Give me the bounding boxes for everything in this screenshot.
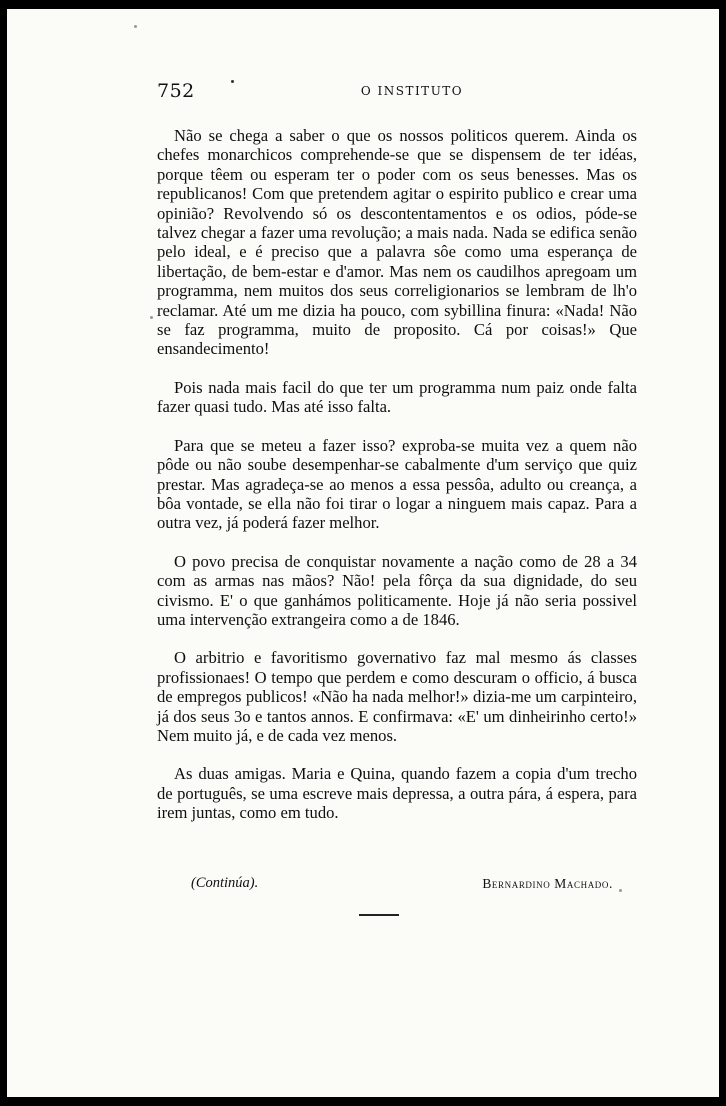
continua-note: (Continúa). xyxy=(191,875,259,891)
ink-dot xyxy=(231,80,234,83)
paragraph: Não se chega a saber o que os nossos politicos querem. Ainda os chefes monarchicos comprehende-se que se dispensem de ter idéas, porque têem ou esperam ter o poder com os seus benesses. Mas os republicanos! Com que pretendem agitar o espirito publico e crear uma opinião? Revolvendo só os descontentamentos e os odios, póde-se talvez chegar a fazer uma revolução; a mais nada. Nada se edifica senão pelo ideal, e é preciso que a palavra sôe como uma esperança de libertação, de bem-estar e d'amor. Mas nem os caudilhos apregoam um programma, nem muitos dos seus correligionarios se lembram de lh'o reclamar. Até um me dizia ha pouco, com sybillina finura: «Nada! Não se faz programma, muito de proposito. Cá por coisas!» Que ensandecimento! xyxy=(157,126,637,359)
author-name: Bernardino Machado. xyxy=(482,876,613,891)
paragraph: Pois nada mais facil do que ter um programma num paiz onde falta fazer quasi tudo. Mas até isso falta. xyxy=(157,377,637,417)
article-body xyxy=(157,126,637,842)
scan-speck xyxy=(134,25,137,28)
scan-speck xyxy=(619,889,622,892)
paragraph: O povo precisa de conquistar novamente a nação como de 28 a 34 com as armas nas mãos? Não! pela fôrça da sua dignidade, do seu civismo. E' o que ganhámos politicamente. Hoje já não seria possivel uma intervenção extrangeira como a de 1846. xyxy=(157,551,637,629)
page-header xyxy=(157,78,635,108)
paragraph: O arbitrio e favoritismo governativo faz mal mesmo ás classes profissionaes! O tempo que perdem e como descuram o officio, á busca de empregos publicos! «Não ha nada melhor!» dizia-me um carpinteiro, já dos seus 3o e tantos annos. E confirmava: «E' um dinheirinho certo!» Nem muito já, e de cada vez menos. xyxy=(157,648,637,745)
paragraph: Para que se meteu a fazer isso? exproba-se muita vez a quem não pôde ou não soube desempenhar-se cabalmente d'um serviço que quiz prestar. Mas agradeça-se ao menos a essa pessôa, adulto ou creança, a bôa vontade, se ella não foi tirar o logar a ninguem mais capaz. Para a outra vez, já poderá fazer melhor. xyxy=(157,435,637,533)
scanned-page xyxy=(7,9,719,1097)
scan-speck xyxy=(150,316,153,319)
page-number: 752 xyxy=(157,80,195,102)
signature-line xyxy=(157,875,613,895)
closing-rule xyxy=(359,914,399,916)
paragraph: As duas amigas. Maria e Quina, quando fazem a copia d'um trecho de português, se uma escreve mais depressa, a outra pára, á espera, para irem juntas, como em tudo. xyxy=(157,764,637,823)
running-title: O INSTITUTO xyxy=(360,84,464,98)
